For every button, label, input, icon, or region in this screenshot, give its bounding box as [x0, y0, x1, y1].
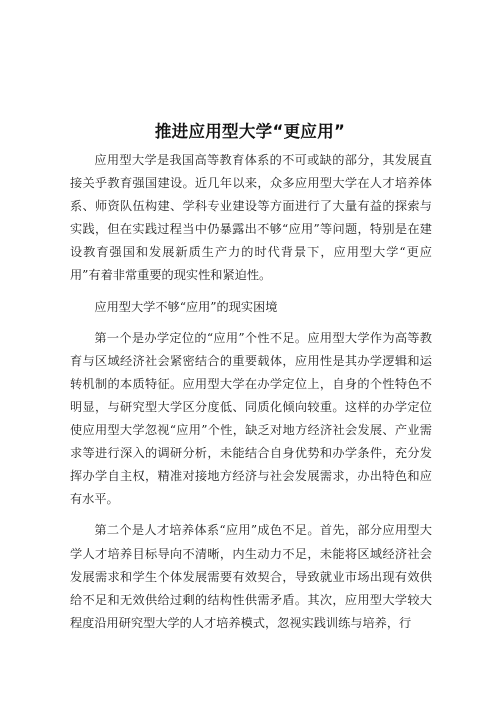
document-title: 推进应用型大学“更应用”	[154, 122, 346, 141]
document-body	[70, 149, 432, 635]
section-heading: 应用型大学不够“应用”的现实困境	[94, 299, 278, 314]
paragraph-intro: 应用型大学是我国高等教育体系的不可或缺的部分，其发展直接关乎教育强国建设。近几年以来，众多应用型大学在人才培养体系、师资队伍构建、学科专业建设等方面进行了大量有益的探索与实践，但在实践过程当中仍暴露出不够“应用”等问题，特别是在建设教育强国和发展新质生产力的时代背景下，应用型大学“更应用”有着非常重要的现实性和紧迫性。	[70, 153, 432, 283]
paragraph-training-system: 第二个是人才培养体系“应用”成色不足。首先，部分应用型大学人才培养目标导向不清晰，内生动力不足，未能将区域经济社会发展需求和学生个体发展需要有效契合，导致就业市场出现有效供给不足和无效供给过剩的结构性供需矛盾。其次，应用型大学较大程度沿用研究型大学的人才培养模式，忽视实践训练与培养，行	[70, 523, 432, 630]
paragraph-positioning: 第一个是办学定位的“应用”个性不足。应用型大学作为高等教育与区域经济社会紧密结合的重要载体，应用性是其办学逻辑和运转机制的本质特征。应用型大学在办学定位上，自身的个性特色不明显，与研究型大学区分度低、同质化倾向较重。这样的办学定位使应用型大学忽视“应用”个性，缺乏对地方经济社会发展、产业需求等进行深入的调研分析，未能结合自身优势和办学条件，充分发挥办学自主权，精准对接地方经济与社会发展需求，办出特色和应有水平。	[70, 330, 432, 507]
